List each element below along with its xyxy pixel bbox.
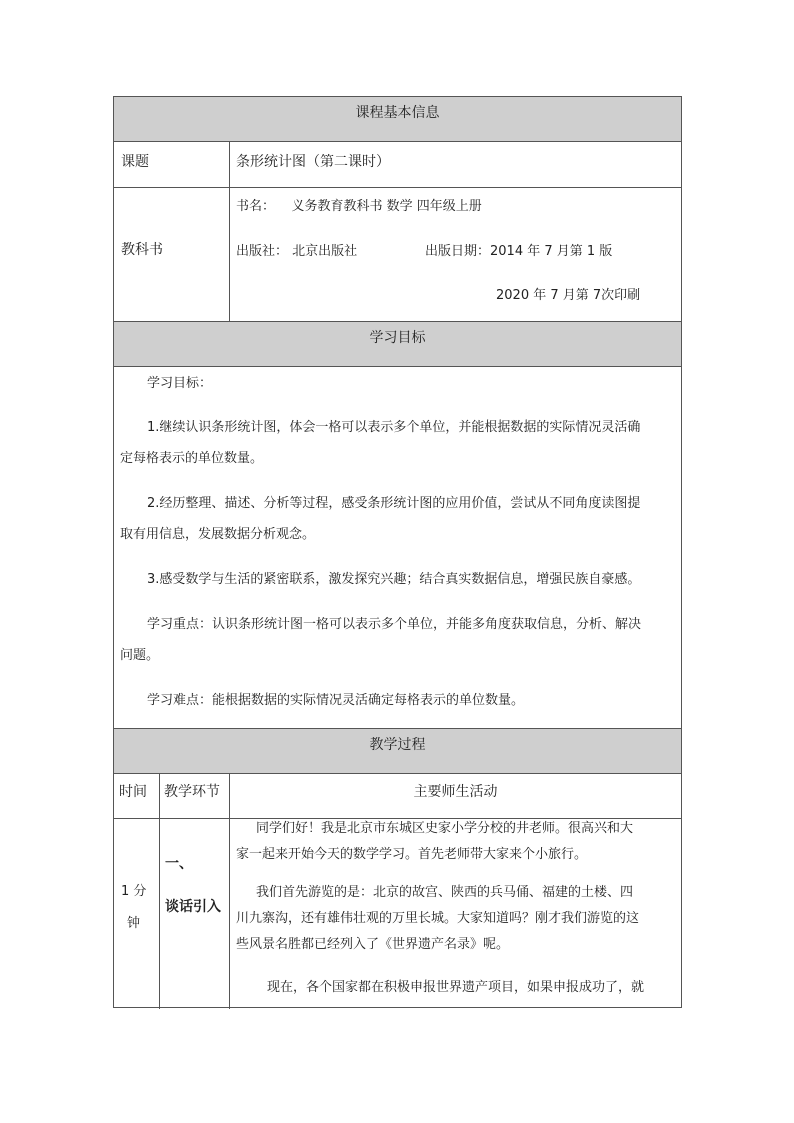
difficulty-point: 学习难点：能根据数据的实际情况灵活确定每格表示的单位数量。	[147, 693, 525, 708]
stage-header: 教学环节	[164, 784, 220, 800]
topic-label-cell	[114, 142, 230, 187]
objective-2-line-1: 2.经历整理、描述、分析等过程，感受条形统计图的应用价值，尝试从不同角度读图提	[147, 496, 641, 511]
row1-time-line-1: 1 分	[121, 884, 147, 899]
row1-activity-cell	[230, 819, 681, 1009]
row1-para1-line-1: 同学们好！我是北京市东城区史家小学分校的井老师。很高兴和大	[256, 821, 634, 836]
lesson-plan-table	[113, 96, 682, 1008]
objectives-intro: 学习目标：	[147, 376, 213, 391]
row1-time-cell	[114, 819, 160, 1009]
book-name: 书名： 义务教育教科书 数学 四年级上册	[236, 199, 482, 214]
objective-2-line-2: 取有用信息，发展数据分析观念。	[120, 527, 316, 542]
objectives-title: 学习目标	[369, 330, 426, 346]
stage-header-cell	[160, 774, 230, 818]
print-info: 2020 年 7 月第 7次印刷	[496, 288, 641, 303]
publish-date: 出版日期：2014 年 7 月第 1 版	[425, 244, 613, 259]
textbook-label-cell	[114, 188, 230, 321]
textbook-label: 教科书	[121, 242, 163, 258]
objective-1-line-2: 定每格表示的单位数量。	[120, 451, 264, 466]
process-row-1	[114, 819, 681, 1009]
objective-3: 3.感受数学与生活的紧密联系，激发探究兴趣；结合真实数据信息，增强民族自豪感。	[147, 572, 641, 587]
topic-row	[114, 142, 681, 188]
process-title: 教学过程	[369, 737, 426, 753]
topic-label: 课题	[121, 154, 149, 170]
publisher: 出版社： 北京出版社	[236, 244, 358, 259]
row1-para2-line-3: 些风景名胜都已经列入了《世界遗产名录》呢。	[236, 937, 510, 952]
objectives-body	[114, 367, 681, 729]
time-header: 时间	[119, 784, 147, 800]
key-point-line-2: 问题。	[120, 648, 160, 663]
row1-para1-line-2: 家一起来开始今天的数学学习。首先老师带大家来个小旅行。	[236, 847, 588, 862]
process-header	[114, 729, 681, 774]
objectives-header	[114, 322, 681, 367]
textbook-row	[114, 188, 681, 322]
key-point-line-1: 学习重点：认识条形统计图一格可以表示多个单位，并能多角度获取信息，分析、解决	[147, 617, 642, 632]
row1-stage-cell	[160, 819, 230, 1009]
topic-value-cell	[230, 142, 681, 187]
basic-info-header	[114, 97, 681, 142]
activity-header: 主要师生活动	[413, 784, 498, 800]
row1-stage-name: 谈话引入	[165, 899, 221, 915]
row1-stage-number: 一、	[165, 856, 193, 872]
row1-para2-line-2: 川九寨沟，还有雄伟壮观的万里长城。大家知道吗？刚才我们游览的这	[236, 911, 640, 926]
row1-time-line-2: 钟	[127, 916, 141, 931]
textbook-info-cell	[230, 188, 681, 321]
row1-para3-line-1: 现在，各个国家都在积极申报世界遗产项目，如果申报成功了，就	[267, 980, 645, 995]
activity-header-cell	[230, 774, 681, 818]
topic-value: 条形统计图（第二课时）	[236, 154, 390, 170]
time-header-cell	[114, 774, 160, 818]
objective-1-line-1: 1.继续认识条形统计图，体会一格可以表示多个单位，并能根据数据的实际情况灵活确	[147, 420, 641, 435]
basic-info-title: 课程基本信息	[355, 105, 440, 121]
row1-para2-line-1: 我们首先游览的是：北京的故宫、陕西的兵马俑、福建的土楼、四	[256, 885, 634, 900]
